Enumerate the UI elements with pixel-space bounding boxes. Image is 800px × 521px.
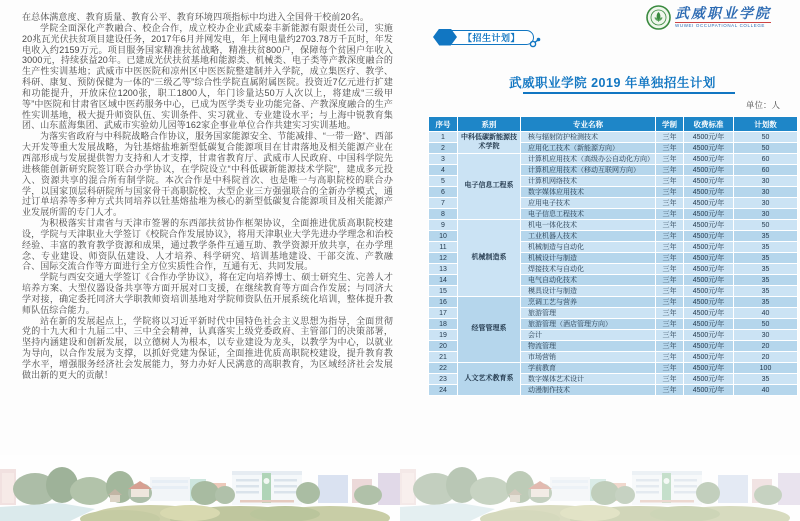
cell-years: 三年 [656, 330, 684, 341]
cell-years: 三年 [656, 242, 684, 253]
cell-years: 三年 [656, 209, 684, 220]
cell-major: 计算机应用技术（移动互联网方向） [521, 165, 656, 176]
table-row [429, 154, 798, 165]
cell-years: 三年 [656, 286, 684, 297]
unit-label: 单位：人 [745, 100, 780, 110]
cell-fee: 4500元/年 [684, 176, 734, 187]
cell-fee: 4500元/年 [684, 264, 734, 275]
table-row [429, 132, 798, 143]
logo-text [675, 6, 771, 29]
cell-plan: 50 [734, 132, 798, 143]
cell-fee: 4500元/年 [684, 330, 734, 341]
cell-no: 16 [429, 297, 458, 308]
logo-name-cn: 武威职业学院 [675, 5, 771, 22]
paragraph: 在总体满意度、教育质量、教育公平、教育环境四项指标中均进入全国骨干校前20名。 [22, 12, 369, 22]
cell-years: 三年 [656, 154, 684, 165]
cell-major: 机电一体化技术 [521, 220, 656, 231]
cell-fee: 4500元/年 [684, 198, 734, 209]
cell-plan: 60 [734, 165, 798, 176]
cell-major: 计算机应用技术（高级办公自动化方向） [521, 154, 656, 165]
cell-major: 动漫制作技术 [521, 385, 656, 396]
cell-years: 三年 [656, 319, 684, 330]
cell-plan: 50 [734, 319, 798, 330]
cell-dept: 人文艺术教育系 [458, 363, 521, 396]
cell-no: 18 [429, 319, 458, 330]
cell-plan: 20 [734, 341, 798, 352]
logo-name-en: WUWEI OCCUPATIONAL COLLEGE [675, 22, 771, 29]
cell-fee: 4500元/年 [684, 308, 734, 319]
cell-major: 市场营销 [521, 352, 656, 363]
page-title: 武威职业学院 2019 年单独招生计划 [509, 76, 716, 90]
cell-major: 电子信息工程技术 [521, 209, 656, 220]
cell-years: 三年 [656, 275, 684, 286]
header-cell-years: 学制 [656, 117, 684, 132]
header-cell-plan: 计划数 [734, 117, 798, 132]
cell-major: 电气自动化技术 [521, 275, 656, 286]
table-row [429, 297, 798, 308]
cell-years: 三年 [656, 385, 684, 396]
cell-fee: 4500元/年 [684, 341, 734, 352]
cell-major: 数字媒体应用技术 [521, 187, 656, 198]
cell-no: 7 [429, 198, 458, 209]
cell-years: 三年 [656, 198, 684, 209]
cell-no: 10 [429, 231, 458, 242]
cell-years: 三年 [656, 143, 684, 154]
cell-plan: 100 [734, 363, 798, 374]
cell-no: 1 [429, 132, 458, 143]
paragraph: 学院与西安交通大学签订《合作办学协议》，将在定向培养博士、硕士研究生、完善人才培养方案、大型仪器设备共享等方面开展对口支援，在继续教育等方面合作发展；与同济大学对接，确定委托同济大学职教师资培训基地对学院师资队伍开展系统化培训，整体提升教师队伍综合能力。 [22, 272, 393, 315]
cell-major: 物流管理 [521, 341, 656, 352]
cell-major: 模具设计与制造 [521, 286, 656, 297]
cell-major: 核与辐射防护检测技术 [521, 132, 656, 143]
paragraph: 学院全面深化产教融合、校企合作，成立校办企业武威泰丰新能源有限责任公司，实施20兆瓦光伏扶贫项目建设任务，2017年6月并网发电，年上网电量约2703.78万千瓦时，年发电收入约2159万元。项目服务国家精准扶贫战略，精准扶贫800户，保障每个贫困户年收入3000元，持续获益20年。已建成光伏扶贫基地和能源类、机械类、电子类等产教深度融合的生产性实训基地；武威市中医医院和凉州区中医医院整建制并入学院，成立集医疗、教学、科研、康复、预防保健为一体的“三级乙等”综合性学院直属附属医院。投资近7亿元进行扩建和功能提升，开放床位1200张，职工1800人，年门诊量达50万人次以上，将建成“三级甲等”中医院和甘肃省区域中医药服务中心，已成为医学类专业功能完备、产教深度融合的生产性实训基地，极大提升师资队伍、实训条件、实习就业、专业建设水平；与上海中锐教育集团、山东蓝海集团、武威市实验幼儿园等162家企事业单位合作共建实习实训基地。 [22, 22, 393, 131]
cell-major: 工业机器人技术 [521, 231, 656, 242]
cell-plan: 40 [734, 385, 798, 396]
cell-plan: 35 [734, 264, 798, 275]
paragraph: 站在新的发展起点上，学院将以习近平新时代中国特色社会主义思想为指导，全面贯彻党的十九大和十九届二中、三中全会精神，认真落实上级党委政府、主管部门的决策部署，坚持内涵建设和创新发展，以立德树人为根本，以专业建设为龙头，以教学为中心，以就业为导向，以合作发展为支撑，以抓好党建为保证，全面推进优质高职院校建设，提升教育教学水平，增强服务经济社会发展能力，努力办好人民满意的高职教育，为区域经济社会发展做出新的更大的贡献！ [22, 315, 393, 380]
cell-dept: 中科低碳新能源技术学院 [458, 132, 521, 154]
cell-no: 17 [429, 308, 458, 319]
cell-fee: 4500元/年 [684, 297, 734, 308]
cell-no: 8 [429, 209, 458, 220]
cell-major: 烹调工艺与营养 [521, 297, 656, 308]
cell-major: 应用电子技术 [521, 198, 656, 209]
cell-plan: 35 [734, 231, 798, 242]
cell-major: 学前教育 [521, 363, 656, 374]
enrollment-table [428, 116, 798, 396]
cell-plan: 35 [734, 297, 798, 308]
cell-fee: 4500元/年 [684, 319, 734, 330]
cell-no: 19 [429, 330, 458, 341]
logo-emblem-icon [646, 5, 671, 30]
cell-major: 应用化工技术（新能源方向） [521, 143, 656, 154]
cell-plan: 35 [734, 242, 798, 253]
cell-dept: 经管管理系 [458, 297, 521, 363]
cell-fee: 4500元/年 [684, 209, 734, 220]
cell-plan: 30 [734, 176, 798, 187]
section-tag [433, 28, 543, 46]
paragraph: 为积极落实甘肃省与天津市签署的东西部扶贫协作框架协议，全面推进优质高职院校建设，学院与天津职业大学签订《校院合作发展协议》，将用天津职业大学先进办学理念和治校经验、丰富的教育教学资源和成果，通过教学条件互通互助、教学资源开放共享，在办学理念、专业建设、师资队伍建设、人才培养、科学研究、培训基地建设、干部交流、产教融合、国际交流合作等方面进行全方位实质性合作，互通有无、共同发展。 [22, 218, 393, 272]
cell-years: 三年 [656, 176, 684, 187]
cell-major: 旅游管理 [521, 308, 656, 319]
table-row [429, 363, 798, 374]
cell-no: 15 [429, 286, 458, 297]
cell-years: 三年 [656, 341, 684, 352]
cell-no: 3 [429, 154, 458, 165]
cell-no: 13 [429, 264, 458, 275]
cell-no: 6 [429, 187, 458, 198]
cell-fee: 4500元/年 [684, 253, 734, 264]
cell-fee: 4500元/年 [684, 132, 734, 143]
cell-years: 三年 [656, 165, 684, 176]
cell-major: 机械设计与制造 [521, 253, 656, 264]
cell-major: 计算机网络技术 [521, 176, 656, 187]
cell-years: 三年 [656, 363, 684, 374]
cell-plan: 20 [734, 352, 798, 363]
cell-major: 机械制造与自动化 [521, 242, 656, 253]
cell-fee: 4500元/年 [684, 352, 734, 363]
cell-plan: 50 [734, 143, 798, 154]
cell-fee: 4500元/年 [684, 165, 734, 176]
header-cell-fee: 收费标准 [684, 117, 734, 132]
cell-plan: 35 [734, 275, 798, 286]
cell-no: 22 [429, 363, 458, 374]
cell-fee: 4500元/年 [684, 231, 734, 242]
cell-years: 三年 [656, 374, 684, 385]
header-cell-major: 专业名称 [521, 117, 656, 132]
title-underline [523, 92, 735, 94]
cell-years: 三年 [656, 231, 684, 242]
cell-years: 三年 [656, 132, 684, 143]
cell-plan: 60 [734, 154, 798, 165]
cell-plan: 35 [734, 286, 798, 297]
link-icon [529, 36, 543, 48]
cell-plan: 30 [734, 198, 798, 209]
cell-years: 三年 [656, 253, 684, 264]
cell-no: 5 [429, 176, 458, 187]
campus-photo-left [0, 455, 400, 521]
cell-no: 23 [429, 374, 458, 385]
header-cell-dept: 系别 [458, 117, 521, 132]
cell-fee: 4500元/年 [684, 385, 734, 396]
cell-no: 12 [429, 253, 458, 264]
table-header-row [429, 117, 798, 132]
cell-no: 2 [429, 143, 458, 154]
cell-fee: 4500元/年 [684, 286, 734, 297]
cell-no: 21 [429, 352, 458, 363]
cell-years: 三年 [656, 297, 684, 308]
college-logo [646, 5, 771, 30]
cell-fee: 4500元/年 [684, 154, 734, 165]
cell-major: 数字媒体艺术设计 [521, 374, 656, 385]
enrollment-table-body [429, 132, 798, 396]
cell-major: 旅游管理（酒店管理方向） [521, 319, 656, 330]
section-tag-label: 【招生计划】 [445, 30, 534, 45]
left-page-text [22, 12, 393, 450]
cell-fee: 4500元/年 [684, 220, 734, 231]
header-cell-no: 序号 [429, 117, 458, 132]
cell-years: 三年 [656, 308, 684, 319]
cell-no: 24 [429, 385, 458, 396]
cell-fee: 4500元/年 [684, 363, 734, 374]
cell-no: 4 [429, 165, 458, 176]
cell-dept: 电子信息工程系 [458, 154, 521, 220]
cell-fee: 4500元/年 [684, 242, 734, 253]
cell-plan: 30 [734, 187, 798, 198]
table-row [429, 220, 798, 231]
cell-fee: 4500元/年 [684, 275, 734, 286]
cell-fee: 4500元/年 [684, 374, 734, 385]
cell-fee: 4500元/年 [684, 143, 734, 154]
campus-photo-right [400, 455, 800, 521]
cell-years: 三年 [656, 352, 684, 363]
cell-plan: 30 [734, 209, 798, 220]
cell-no: 11 [429, 242, 458, 253]
cell-no: 14 [429, 275, 458, 286]
cell-years: 三年 [656, 264, 684, 275]
cell-plan: 35 [734, 253, 798, 264]
cell-plan: 35 [734, 374, 798, 385]
cell-major: 焊接技术与自动化 [521, 264, 656, 275]
cell-plan: 50 [734, 220, 798, 231]
cell-plan: 30 [734, 330, 798, 341]
paragraph: 为落实省政府与中科院战略合作协议，服务国家能源安全、节能减排、“一带一路”、西部大开发等重大发展战略，为钍基熔盐堆新型低碳复合能源项目在甘肃落地及相关能源产业在西部形成与发展提供智力支持和人才支撑，甘肃省教育厅、武威市人民政府、中国科学院先进核能创新研究院签订联合办学协议，在学院设立“中科低碳新能源技术学院”，建成多元投入、资源共享的混合所有制学院。本次合作是中科院首次、也是唯一与高职院校的联合办学，以国家顶层科研院所与国家骨干高职院校、大型企业三方强强联合的全新办学模式，通过订单培养等多种方式共同培养以钍基熔盐堆为核心的新型低碳复合能源项目及相关能源产业发展所需的专门人才。 [22, 131, 393, 218]
cell-major: 会计 [521, 330, 656, 341]
cell-no: 20 [429, 341, 458, 352]
cell-plan: 40 [734, 308, 798, 319]
cell-no: 9 [429, 220, 458, 231]
table-header [429, 117, 798, 132]
cell-years: 三年 [656, 220, 684, 231]
cell-dept: 机械制造系 [458, 220, 521, 297]
cell-fee: 4500元/年 [684, 187, 734, 198]
cell-years: 三年 [656, 187, 684, 198]
